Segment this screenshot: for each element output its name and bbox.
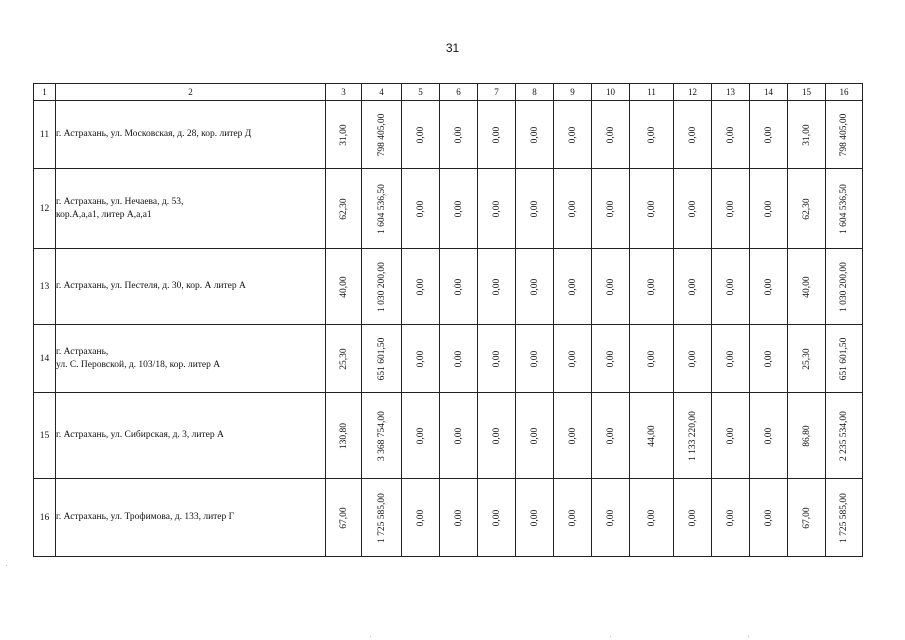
value-cell xyxy=(788,249,826,325)
cell-value: 0,00 xyxy=(687,509,698,526)
value-cell xyxy=(326,101,362,169)
value-cell xyxy=(402,101,440,169)
cell-value: 0,00 xyxy=(415,509,426,526)
value-cell xyxy=(674,479,712,557)
value-cell xyxy=(478,101,516,169)
cell-value: 0,00 xyxy=(725,350,736,367)
column-header: 16 xyxy=(826,84,863,101)
value-cell xyxy=(788,393,826,479)
cell-value: 62,30 xyxy=(801,197,812,220)
cell-value: 1 725 585,00 xyxy=(376,492,387,543)
cell-value: 3 368 754,00 xyxy=(376,410,387,461)
cell-value: 0,00 xyxy=(491,278,502,295)
value-cell xyxy=(788,169,826,249)
value-cell xyxy=(516,249,554,325)
cell-value: 0,00 xyxy=(453,126,464,143)
cell-value: 86,80 xyxy=(801,424,812,447)
table-row xyxy=(34,101,863,169)
cell-value: 0,00 xyxy=(605,509,616,526)
cell-value: 0,00 xyxy=(687,350,698,367)
value-cell xyxy=(592,101,630,169)
data-table xyxy=(33,83,863,557)
value-cell xyxy=(750,479,788,557)
value-cell xyxy=(516,169,554,249)
table-row xyxy=(34,479,863,557)
address-line: г. Астрахань, ул. Сибирская, д. 3, литер А xyxy=(56,430,224,440)
header-row xyxy=(34,84,863,101)
address-line: кор.А,а,а1, литер А,а,а1 xyxy=(56,209,152,220)
value-cell xyxy=(788,101,826,169)
cell-value: 0,00 xyxy=(491,350,502,367)
value-cell xyxy=(712,169,750,249)
cell-value: 130,80 xyxy=(338,422,349,449)
address-line: г. Астрахань, ул. Нечаева, д. 53, xyxy=(56,196,184,207)
table-row xyxy=(34,393,863,479)
column-header: 15 xyxy=(788,84,826,101)
cell-value: 0,00 xyxy=(763,278,774,295)
cell-value: 0,00 xyxy=(491,427,502,444)
cell-value: 0,00 xyxy=(415,126,426,143)
value-cell xyxy=(712,393,750,479)
cell-value: 651 601,50 xyxy=(376,337,387,380)
value-cell xyxy=(554,249,592,325)
cell-value: 0,00 xyxy=(491,126,502,143)
cell-value: 0,00 xyxy=(453,427,464,444)
cell-value: 40,00 xyxy=(338,275,349,298)
value-cell xyxy=(554,169,592,249)
address-line: г. Астрахань, ул. Московская, д. 28, кор. литер Д xyxy=(56,129,252,139)
value-cell xyxy=(592,479,630,557)
cell-value: 1 604 536,50 xyxy=(839,183,849,234)
value-cell xyxy=(362,393,402,479)
cell-value: 0,00 xyxy=(763,126,774,143)
table-body xyxy=(34,84,863,557)
cell-value: 0,00 xyxy=(763,200,774,217)
value-cell xyxy=(516,101,554,169)
value-cell xyxy=(362,249,402,325)
cell-value: 0,00 xyxy=(725,278,736,295)
address-line: г. Астрахань, ул. Пестеля, д. 30, кор. А литер А xyxy=(56,281,246,291)
value-cell xyxy=(674,325,712,393)
value-cell xyxy=(440,101,478,169)
value-cell xyxy=(440,393,478,479)
cell-value: 0,00 xyxy=(605,126,616,143)
cell-value: 0,00 xyxy=(725,200,736,217)
column-header: 1 xyxy=(34,84,56,101)
cell-value: 0,00 xyxy=(415,350,426,367)
value-cell xyxy=(592,325,630,393)
cell-value: 44,00 xyxy=(646,424,657,447)
row-number: 11 xyxy=(34,101,56,169)
cell-value: 0,00 xyxy=(567,200,578,217)
cell-value: 0,00 xyxy=(646,278,657,295)
address-cell xyxy=(56,325,326,393)
address-line: г. Астрахань, ул. Трофимова, д. 133, литер Г xyxy=(56,512,235,522)
column-header: 4 xyxy=(362,84,402,101)
value-cell xyxy=(826,479,863,557)
value-cell xyxy=(712,249,750,325)
column-header: 2 xyxy=(56,84,326,101)
value-cell xyxy=(592,249,630,325)
value-cell xyxy=(478,169,516,249)
cell-value: 0,00 xyxy=(529,427,540,444)
cell-value: 25,30 xyxy=(338,347,349,370)
column-header: 12 xyxy=(674,84,712,101)
value-cell xyxy=(630,479,674,557)
cell-value: 31,00 xyxy=(801,123,812,146)
scan-speck xyxy=(370,636,371,637)
value-cell xyxy=(592,393,630,479)
value-cell xyxy=(750,249,788,325)
cell-value: 31,00 xyxy=(338,123,349,146)
column-header: 14 xyxy=(750,84,788,101)
cell-value: 0,00 xyxy=(453,350,464,367)
value-cell xyxy=(516,325,554,393)
value-cell xyxy=(402,325,440,393)
cell-value: 0,00 xyxy=(646,126,657,143)
cell-value: 0,00 xyxy=(415,200,426,217)
value-cell xyxy=(440,169,478,249)
column-header: 8 xyxy=(516,84,554,101)
cell-value: 0,00 xyxy=(529,278,540,295)
cell-value: 0,00 xyxy=(529,350,540,367)
value-cell xyxy=(630,249,674,325)
value-cell xyxy=(478,249,516,325)
value-cell xyxy=(788,325,826,393)
address-cell xyxy=(56,101,326,169)
cell-value: 25,30 xyxy=(801,347,812,370)
value-cell xyxy=(516,393,554,479)
cell-value: 0,00 xyxy=(646,200,657,217)
value-cell xyxy=(362,169,402,249)
cell-value: 1 133 220,00 xyxy=(687,410,698,461)
cell-value: 0,00 xyxy=(687,126,698,143)
value-cell xyxy=(826,325,863,393)
cell-value: 0,00 xyxy=(529,200,540,217)
column-header: 5 xyxy=(402,84,440,101)
value-cell xyxy=(712,325,750,393)
address-line: г. Астрахань, xyxy=(56,346,109,357)
cell-value: 67,00 xyxy=(801,506,812,529)
value-cell xyxy=(554,325,592,393)
column-header: 7 xyxy=(478,84,516,101)
cell-value: 0,00 xyxy=(725,126,736,143)
cell-value: 0,00 xyxy=(605,427,616,444)
cell-value: 0,00 xyxy=(763,350,774,367)
cell-value: 40,00 xyxy=(801,275,812,298)
value-cell xyxy=(554,479,592,557)
value-cell xyxy=(326,393,362,479)
value-cell xyxy=(712,479,750,557)
cell-value: 62,30 xyxy=(338,197,349,220)
value-cell xyxy=(478,325,516,393)
cell-value: 0,00 xyxy=(763,509,774,526)
value-cell xyxy=(826,249,863,325)
cell-value: 0,00 xyxy=(567,509,578,526)
column-header: 6 xyxy=(440,84,478,101)
value-cell xyxy=(440,249,478,325)
cell-value: 1 030 200,00 xyxy=(839,261,849,312)
value-cell xyxy=(478,393,516,479)
row-number: 16 xyxy=(34,479,56,557)
address-cell xyxy=(56,249,326,325)
address-cell xyxy=(56,479,326,557)
row-number: 15 xyxy=(34,393,56,479)
value-cell xyxy=(362,101,402,169)
page-number: 31 xyxy=(445,41,460,55)
row-number: 13 xyxy=(34,249,56,325)
cell-value: 0,00 xyxy=(453,509,464,526)
cell-value: 0,00 xyxy=(453,200,464,217)
table-row xyxy=(34,325,863,393)
cell-value: 0,00 xyxy=(567,350,578,367)
scan-speck xyxy=(748,636,749,637)
value-cell xyxy=(362,325,402,393)
value-cell xyxy=(362,479,402,557)
value-cell xyxy=(826,393,863,479)
value-cell xyxy=(674,393,712,479)
cell-value: 0,00 xyxy=(453,278,464,295)
cell-value: 651 601,50 xyxy=(839,337,849,380)
value-cell xyxy=(402,169,440,249)
cell-value: 0,00 xyxy=(605,278,616,295)
value-cell xyxy=(674,101,712,169)
value-cell xyxy=(402,393,440,479)
cell-value: 0,00 xyxy=(567,427,578,444)
cell-value: 1 725 585,00 xyxy=(839,492,849,543)
cell-value: 0,00 xyxy=(605,350,616,367)
cell-value: 0,00 xyxy=(529,509,540,526)
cell-value: 798 405,00 xyxy=(376,113,387,156)
cell-value: 0,00 xyxy=(529,126,540,143)
value-cell xyxy=(826,101,863,169)
cell-value: 0,00 xyxy=(605,200,616,217)
column-header: 3 xyxy=(326,84,362,101)
cell-value: 0,00 xyxy=(491,200,502,217)
cell-value: 2 235 534,00 xyxy=(839,410,849,461)
cell-value: 0,00 xyxy=(725,427,736,444)
address-line: ул. С. Перовской, д. 103/18, кор. литер А xyxy=(56,359,221,370)
value-cell xyxy=(478,479,516,557)
cell-value: 0,00 xyxy=(567,278,578,295)
value-cell xyxy=(750,101,788,169)
address-cell xyxy=(56,393,326,479)
scan-speck xyxy=(6,565,7,566)
scan-speck xyxy=(610,636,611,637)
row-number: 12 xyxy=(34,169,56,249)
cell-value: 0,00 xyxy=(687,278,698,295)
value-cell xyxy=(592,169,630,249)
value-cell xyxy=(440,479,478,557)
cell-value: 0,00 xyxy=(646,509,657,526)
value-cell xyxy=(326,169,362,249)
value-cell xyxy=(630,393,674,479)
cell-value: 0,00 xyxy=(646,350,657,367)
value-cell xyxy=(750,325,788,393)
cell-value: 0,00 xyxy=(725,509,736,526)
value-cell xyxy=(788,479,826,557)
value-cell xyxy=(440,325,478,393)
value-cell xyxy=(826,169,863,249)
cell-value: 0,00 xyxy=(491,509,502,526)
table-row xyxy=(34,249,863,325)
value-cell xyxy=(554,393,592,479)
cell-value: 0,00 xyxy=(567,126,578,143)
column-header: 13 xyxy=(712,84,750,101)
value-cell xyxy=(674,249,712,325)
row-number: 14 xyxy=(34,325,56,393)
address-cell xyxy=(56,169,326,249)
value-cell xyxy=(750,169,788,249)
value-cell xyxy=(674,169,712,249)
cell-value: 0,00 xyxy=(415,427,426,444)
value-cell xyxy=(630,325,674,393)
column-header: 10 xyxy=(592,84,630,101)
table-row xyxy=(34,169,863,249)
cell-value: 67,00 xyxy=(338,506,349,529)
value-cell xyxy=(326,479,362,557)
cell-value: 1 030 200,00 xyxy=(376,261,387,312)
value-cell xyxy=(750,393,788,479)
value-cell xyxy=(516,479,554,557)
cell-value: 798 405,00 xyxy=(839,113,849,156)
value-cell xyxy=(402,249,440,325)
value-cell xyxy=(554,101,592,169)
value-cell xyxy=(326,325,362,393)
cell-value: 0,00 xyxy=(415,278,426,295)
value-cell xyxy=(326,249,362,325)
column-header: 9 xyxy=(554,84,592,101)
value-cell xyxy=(712,101,750,169)
value-cell xyxy=(630,101,674,169)
cell-value: 1 604 536,50 xyxy=(376,183,387,234)
cell-value: 0,00 xyxy=(687,200,698,217)
value-cell xyxy=(402,479,440,557)
cell-value: 0,00 xyxy=(763,427,774,444)
value-cell xyxy=(630,169,674,249)
column-header: 11 xyxy=(630,84,674,101)
